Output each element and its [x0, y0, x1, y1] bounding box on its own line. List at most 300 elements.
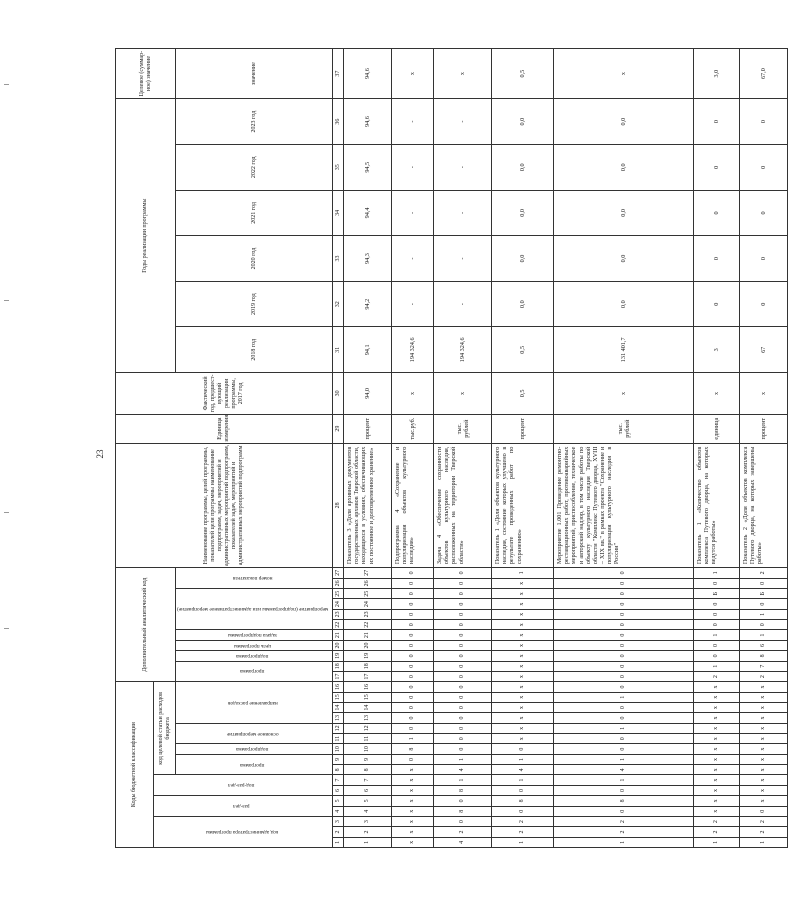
row-name-cell: Показатель 1 «Количество объектов комплекса Путевого дворца, на которых ведутся работы»	[694, 443, 740, 567]
code-cell: 0	[694, 620, 740, 630]
code-cell: 0	[392, 651, 434, 661]
code-cell: х	[694, 806, 740, 816]
code-cell: 0	[554, 671, 694, 681]
code-cell: х	[492, 723, 554, 733]
target-value-cell: х	[554, 49, 694, 99]
column-number-cell: 28	[333, 443, 344, 567]
year-value-cell: 194 324,6	[392, 327, 434, 373]
year-value-cell: 0,0	[554, 281, 694, 327]
code-cell: 0	[554, 609, 694, 619]
analytic-subprogram-header: подпрограмма	[176, 651, 333, 661]
target-value-cell: 0,5	[492, 49, 554, 99]
year-value-cell: 0	[740, 281, 788, 327]
code-cell: х	[492, 599, 554, 609]
code-cell: 1	[554, 692, 694, 702]
code-cell: 8	[434, 806, 492, 816]
code-cell: х	[492, 640, 554, 650]
column-number-cell: 20	[333, 640, 344, 650]
year-value-cell: -	[434, 99, 492, 145]
year-value-cell: 0,0	[492, 99, 554, 145]
code-cell: х	[694, 723, 740, 733]
code-cell: х	[694, 692, 740, 702]
scan-margin-mark	[4, 300, 9, 301]
code-cell: 25	[344, 589, 392, 599]
expense-code-header: код целевой статьи расходов бюджета	[154, 682, 176, 775]
code-cell: х	[492, 589, 554, 599]
code-cell: 27	[344, 568, 392, 579]
code-cell: 0	[392, 609, 434, 619]
code-cell: х	[694, 744, 740, 754]
year-value-cell: 0	[740, 190, 788, 236]
year-value-cell: 194 324,6	[434, 327, 492, 373]
column-number-cell: 17	[333, 671, 344, 681]
base-year-value-cell: х	[694, 373, 740, 414]
code-cell: х	[740, 775, 788, 785]
code-cell: 0	[392, 671, 434, 681]
code-cell: 1	[694, 630, 740, 640]
year-value-cell: 0	[694, 236, 740, 282]
year-value-cell: 0	[694, 144, 740, 190]
code-cell: х	[694, 713, 740, 723]
code-cell: 1	[740, 630, 788, 640]
code-cell: 1	[694, 568, 740, 579]
year-value-cell: 94,3	[344, 236, 392, 282]
table-row	[434, 49, 492, 848]
column-number-cell: 25	[333, 589, 344, 599]
code-cell: 0	[392, 661, 434, 671]
code-cell: х	[740, 754, 788, 764]
code-cell: х	[740, 734, 788, 744]
target-group-header: Целевое (суммар-ное) значение	[116, 49, 176, 99]
code-cell: 0	[492, 785, 554, 795]
code-cell: х	[492, 702, 554, 712]
code-cell: 2	[492, 816, 554, 826]
year-value-cell: -	[392, 281, 434, 327]
year-value-cell: 94,4	[344, 190, 392, 236]
code-cell: 1	[694, 837, 740, 847]
column-number-cell: 7	[333, 775, 344, 785]
code-cell: х	[740, 692, 788, 702]
code-cell: х	[492, 692, 554, 702]
code-cell: 26	[344, 578, 392, 588]
code-cell: 1	[492, 837, 554, 847]
code-cell: 0	[392, 640, 434, 650]
code-cell: 1	[694, 661, 740, 671]
year-value-cell: -	[392, 144, 434, 190]
code-cell: х	[492, 734, 554, 744]
page-number: 23	[95, 449, 105, 459]
code-cell: х	[392, 816, 434, 826]
year-value-cell: 94,2	[344, 281, 392, 327]
code-cell: 0	[554, 589, 694, 599]
code-cell: 1	[492, 775, 554, 785]
code-cell: 2	[740, 568, 788, 579]
column-number-cell: 15	[333, 692, 344, 702]
code-cell: 0	[392, 568, 434, 579]
column-number-cell: 21	[333, 630, 344, 640]
code-cell: 0	[694, 640, 740, 650]
year-2018-header: 2018 год	[176, 327, 333, 373]
column-number-cell: 12	[333, 723, 344, 733]
column-number-cell: 35	[333, 144, 344, 190]
code-cell: 0	[434, 702, 492, 712]
column-number-row	[333, 49, 344, 848]
subsection-header: под-раз-дел	[154, 775, 333, 796]
base-year-value-cell: х	[392, 373, 434, 414]
code-cell: 0	[434, 640, 492, 650]
code-cell: х	[392, 785, 434, 795]
code-cell: 0	[434, 692, 492, 702]
column-number-cell: 34	[333, 190, 344, 236]
subprogram-code-header: подпрограмма	[176, 744, 333, 754]
code-cell: 2	[344, 827, 392, 837]
column-number-cell: 26	[333, 578, 344, 588]
year-value-cell: 0	[740, 144, 788, 190]
code-cell: 0	[694, 599, 740, 609]
column-number-cell: 13	[333, 713, 344, 723]
code-cell: 8	[740, 651, 788, 661]
code-cell: 2	[694, 827, 740, 837]
year-value-cell: -	[392, 190, 434, 236]
code-cell: 7	[344, 775, 392, 785]
code-cell: 6	[740, 640, 788, 650]
column-number-cell: 11	[333, 734, 344, 744]
code-cell: 0	[554, 682, 694, 692]
year-value-cell: 0,0	[492, 190, 554, 236]
code-cell: 14	[344, 702, 392, 712]
year-2020-header: 2020 год	[176, 236, 333, 282]
target-value-cell: х	[434, 49, 492, 99]
year-value-cell: 0	[694, 281, 740, 327]
code-cell: х	[740, 765, 788, 775]
year-value-cell: -	[392, 99, 434, 145]
code-cell: 2	[434, 827, 492, 837]
code-cell: х	[492, 630, 554, 640]
analytic-program-header: программа	[176, 661, 333, 682]
column-number-cell: 33	[333, 236, 344, 282]
code-cell: 18	[344, 661, 392, 671]
code-cell: 0	[434, 568, 492, 579]
column-number-cell: 2	[333, 827, 344, 837]
code-cell: 0	[434, 599, 492, 609]
code-cell: 22	[344, 620, 392, 630]
main-event-code-header: основное мероприятие	[176, 723, 333, 744]
year-value-cell: -	[392, 236, 434, 282]
code-cell: 1	[740, 837, 788, 847]
unit-cell: процент	[344, 414, 392, 443]
code-cell: 0	[492, 806, 554, 816]
unit-header: Единица измерения	[116, 414, 333, 443]
code-cell: х	[694, 734, 740, 744]
code-cell: х	[492, 713, 554, 723]
code-cell: 0	[434, 723, 492, 733]
code-cell: 6	[344, 785, 392, 795]
table-row	[392, 49, 434, 848]
code-cell: х	[392, 837, 434, 847]
code-cell: Б	[694, 589, 740, 599]
column-number-cell: 10	[333, 744, 344, 754]
code-cell: х	[392, 827, 434, 837]
code-cell: 4	[434, 837, 492, 847]
year-value-cell: 0	[740, 236, 788, 282]
program-indicators-table	[115, 48, 788, 848]
code-cell: 0	[392, 578, 434, 588]
column-number-cell: 36	[333, 99, 344, 145]
code-cell: 1	[492, 754, 554, 764]
code-cell: 8	[434, 785, 492, 795]
year-value-cell: 0,5	[492, 327, 554, 373]
code-cell: х	[694, 796, 740, 806]
code-cell: х	[694, 682, 740, 692]
code-cell: 2	[554, 827, 694, 837]
column-number-cell: 27	[333, 568, 344, 579]
code-cell: 0	[392, 702, 434, 712]
code-cell: х	[694, 754, 740, 764]
code-cell: 9	[344, 754, 392, 764]
row-name-cell: Показатель 2 «Доля объектов комплекса Путевого дворца, на которых завершены работы»	[740, 443, 788, 567]
table-row	[344, 49, 392, 848]
code-cell: 24	[344, 599, 392, 609]
analytic-group-header: Дополнительный аналитический код	[116, 568, 176, 682]
year-2019-header: 2019 год	[176, 281, 333, 327]
column-number-cell: 22	[333, 620, 344, 630]
analytic-task-header: задача подпрограммы	[176, 630, 333, 640]
base-year-value-cell: 0,5	[492, 373, 554, 414]
code-cell: 2	[694, 671, 740, 681]
year-value-cell: 94,5	[344, 144, 392, 190]
code-cell: 4	[554, 765, 694, 775]
code-cell: 0	[694, 651, 740, 661]
year-2023-header: 2023 год	[176, 99, 333, 145]
code-cell: 1	[554, 775, 694, 785]
code-cell: 0	[392, 723, 434, 733]
code-cell: 0	[392, 692, 434, 702]
year-value-cell: -	[434, 190, 492, 236]
code-cell: 0	[434, 734, 492, 744]
table-row	[740, 49, 788, 848]
codes-group-header: Коды бюджетной классификации	[116, 682, 154, 848]
code-cell: 17	[344, 671, 392, 681]
unit-cell: процент	[740, 414, 788, 443]
column-number-cell: 3	[333, 816, 344, 826]
years-group-header: Годы реализации программы	[116, 99, 176, 373]
unit-cell: тыс. рублей	[434, 414, 492, 443]
code-cell: 23	[344, 609, 392, 619]
code-cell: 15	[344, 692, 392, 702]
code-cell: 0	[434, 651, 492, 661]
year-value-cell: 94,1	[344, 327, 392, 373]
code-cell: 0	[554, 713, 694, 723]
column-number-cell: 23	[333, 609, 344, 619]
code-cell: 2	[740, 816, 788, 826]
row-name-cell: Показатель 1 «Доля объектов культурного наследия, состояние которых улучшено в результате проведенных работ по сохранению»	[492, 443, 554, 567]
column-number-cell: 16	[333, 682, 344, 692]
analytic-indicator-header: номер показателя	[176, 568, 333, 589]
code-cell: х	[694, 775, 740, 785]
code-cell: 0	[694, 609, 740, 619]
base-year-value-cell: х	[434, 373, 492, 414]
table-row	[492, 49, 554, 848]
target-value-cell: 67,0	[740, 49, 788, 99]
code-cell: 20	[344, 640, 392, 650]
code-cell: 0	[392, 589, 434, 599]
code-cell: 0	[554, 744, 694, 754]
column-number-cell: 29	[333, 414, 344, 443]
year-value-cell: 3	[694, 327, 740, 373]
code-cell: 0	[434, 578, 492, 588]
unit-cell: единица	[694, 414, 740, 443]
code-cell: х	[492, 578, 554, 588]
code-cell: 1	[434, 754, 492, 764]
code-cell: 5	[344, 796, 392, 806]
code-cell: х	[740, 702, 788, 712]
code-cell: 1	[740, 609, 788, 619]
code-cell: 0	[554, 806, 694, 816]
code-cell: 0	[434, 713, 492, 723]
year-value-cell: 94,6	[344, 99, 392, 145]
code-cell: х	[392, 806, 434, 816]
row-name-cell: Подпрограмма 4 «Сохранение и популяризация объектов культурного наследия»	[392, 443, 434, 567]
column-number-cell: 24	[333, 599, 344, 609]
code-cell: х	[694, 765, 740, 775]
code-cell: 1	[392, 734, 434, 744]
code-cell: х	[492, 620, 554, 630]
row-name-cell: Задача 4 «Обеспечение сохранности объектов культурного наследия, расположенных на территории Тверской области»	[434, 443, 492, 567]
code-cell: 0	[554, 630, 694, 640]
code-cell: 0	[554, 568, 694, 579]
code-cell: 0	[554, 785, 694, 795]
code-cell: 8	[492, 796, 554, 806]
base-year-value-cell: х	[740, 373, 788, 414]
year-value-cell: 0	[740, 99, 788, 145]
rotated-table-sheet	[115, 48, 768, 848]
code-cell: 0	[434, 609, 492, 619]
code-cell: 0	[392, 599, 434, 609]
code-cell: 4	[492, 765, 554, 775]
column-number-cell: 1	[333, 837, 344, 847]
code-cell: 0	[434, 630, 492, 640]
column-number-cell: 37	[333, 49, 344, 99]
code-cell: 0	[554, 599, 694, 609]
code-cell: 0	[434, 620, 492, 630]
code-cell: 0	[492, 744, 554, 754]
code-cell: 7	[740, 661, 788, 671]
scan-margin-mark	[4, 628, 9, 629]
kvsr-header: код администратора программы	[154, 816, 333, 847]
code-cell: 0	[392, 630, 434, 640]
code-cell: х	[392, 765, 434, 775]
code-cell: 2	[740, 827, 788, 837]
analytic-event-header: мероприятие (подпрограммы или административное мероприятие)	[176, 589, 333, 630]
code-cell: 10	[344, 744, 392, 754]
year-value-cell: 0,0	[554, 190, 694, 236]
code-cell: 0	[740, 599, 788, 609]
code-cell: х	[740, 785, 788, 795]
year-value-cell: 0	[694, 99, 740, 145]
year-value-cell: -	[434, 281, 492, 327]
code-cell: 2	[694, 816, 740, 826]
unit-cell: тыс.руб.	[392, 414, 434, 443]
base-year-value-cell: 94,0	[344, 373, 392, 414]
code-cell: 2	[554, 816, 694, 826]
code-cell: 0	[554, 734, 694, 744]
code-cell: х	[392, 796, 434, 806]
code-cell: 0	[434, 589, 492, 599]
column-number-cell: 18	[333, 661, 344, 671]
year-value-cell: 0,0	[554, 99, 694, 145]
code-cell: 1	[434, 775, 492, 785]
row-name-cell: Мероприятие 1.001 Проведение ремонтно-реставрационных работ, противоаварийных мероприятий, приспособление, техническое и авторский надзор, в том числе работы по объекту культурного наследия Тверской области "Комплекс Путевого дворца, XVIII – XIX вв." в рамках проекта "Сохранение и популяризация культурного наследия в России"	[554, 443, 694, 567]
code-cell: 0	[392, 682, 434, 692]
code-cell: 1	[554, 754, 694, 764]
code-cell: х	[694, 785, 740, 795]
code-cell: 8	[392, 744, 434, 754]
target-value-cell: 3,0	[694, 49, 740, 99]
code-cell: 0	[434, 661, 492, 671]
year-value-cell: 0,0	[492, 236, 554, 282]
unit-cell: процент	[492, 414, 554, 443]
direction-code-header: направление расходов	[176, 682, 333, 723]
code-cell: х	[492, 682, 554, 692]
unit-cell: тыс. рублей	[554, 414, 694, 443]
column-number-cell: 32	[333, 281, 344, 327]
code-cell: х	[740, 796, 788, 806]
code-cell: 13	[344, 713, 392, 723]
code-cell: 0	[740, 806, 788, 816]
target-value-header: значение	[176, 49, 333, 99]
row-name-cell: Показатель 3 «Доля архивных документов государственных архивов Тверской области, находящихся в условиях, обеспечивающих их постоянное и долговременное хранение»	[344, 443, 392, 567]
year-value-cell: 67	[740, 327, 788, 373]
code-cell: 2	[740, 671, 788, 681]
column-number-cell: 6	[333, 785, 344, 795]
code-cell: 19	[344, 651, 392, 661]
column-number-cell: 30	[333, 373, 344, 414]
code-cell: 8	[554, 796, 694, 806]
code-cell: 1	[554, 723, 694, 733]
column-number-cell: 9	[333, 754, 344, 764]
code-cell: 0	[434, 796, 492, 806]
year-value-cell: -	[434, 144, 492, 190]
code-cell: 1	[492, 568, 554, 579]
code-cell: 0	[392, 620, 434, 630]
code-cell: 0	[434, 671, 492, 681]
code-cell: 4	[344, 806, 392, 816]
name-header: Наименование программы, целей программы, показателей цели программы наименование подпрограмм, задач, мероприятий и административных мероприятий подпрограмм, показателей задач, мероприятий и административных мероприятий подпрограмм	[116, 443, 333, 567]
code-cell: х	[492, 609, 554, 619]
code-cell: 0	[554, 640, 694, 650]
code-cell: 21	[344, 630, 392, 640]
code-cell: 8	[344, 765, 392, 775]
year-value-cell: 0	[694, 190, 740, 236]
code-cell: 0	[392, 713, 434, 723]
year-value-cell: 0,0	[492, 144, 554, 190]
code-cell: 4	[434, 765, 492, 775]
code-cell: 0	[554, 661, 694, 671]
code-cell: 0	[434, 682, 492, 692]
code-cell: 1	[554, 837, 694, 847]
code-cell: 0	[740, 620, 788, 630]
year-2022-header: 2022 год	[176, 144, 333, 190]
code-cell: х	[740, 713, 788, 723]
column-number-cell: 19	[333, 651, 344, 661]
column-number-cell: 14	[333, 702, 344, 712]
table-row	[694, 49, 740, 848]
base-year-value-cell: х	[554, 373, 694, 414]
code-cell: 0	[434, 816, 492, 826]
year-value-cell: 0,0	[554, 144, 694, 190]
year-2021-header: 2021 год	[176, 190, 333, 236]
scan-margin-mark	[4, 512, 9, 513]
